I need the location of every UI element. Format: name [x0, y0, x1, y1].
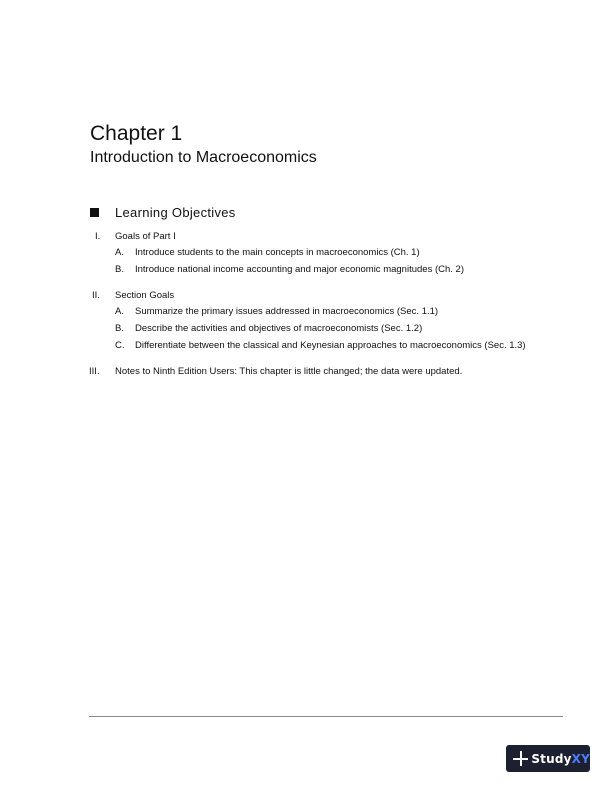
brand-name-main: Study [531, 751, 572, 766]
outline-numeral: II. [92, 290, 100, 301]
outline-item-2 [82, 291, 562, 358]
outline-subitem [82, 307, 562, 324]
square-bullet-icon [90, 208, 99, 217]
outline-letter: B. [115, 323, 124, 334]
outline-subitem-text: Summarize the primary issues addressed in macroeconomics (Sec. 1.1) [135, 306, 439, 317]
brand-name [531, 752, 590, 766]
objectives-outline [82, 232, 562, 392]
outline-subitem [82, 265, 562, 282]
plus-icon [513, 751, 525, 766]
outline-numeral: I. [95, 231, 101, 242]
learning-objectives-heading [90, 205, 236, 220]
chapter-title: Chapter 1 [90, 122, 183, 145]
outline-letter: B. [115, 264, 124, 275]
outline-text: Notes to Ninth Edition Users: This chapter is little changed; the data were updated. [115, 366, 463, 377]
outline-subitem-text: Describe the activities and objectives of macroeconomists (Sec. 1.2) [135, 323, 423, 334]
outline-subitem [82, 248, 562, 265]
outline-text: Goals of Part I [115, 231, 176, 242]
brand-name-accent: XY [571, 751, 590, 766]
studyxy-logo-badge [506, 745, 590, 772]
outline-subitem-text: Introduce national income accounting and major economic magnitudes (Ch. 2) [135, 264, 464, 275]
chapter-subtitle: Introduction to Macroeconomics [90, 149, 317, 166]
footer-divider [89, 716, 563, 717]
outline-letter: A. [115, 306, 124, 317]
outline-row [82, 232, 562, 248]
outline-subitem [82, 341, 562, 358]
outline-row [82, 291, 562, 307]
outline-item-1 [82, 232, 562, 282]
learning-objectives-heading-text: Learning Objectives [115, 205, 236, 220]
outline-row [82, 367, 562, 383]
outline-text: Section Goals [115, 290, 175, 301]
outline-subitem [82, 324, 562, 341]
outline-subitem-text: Introduce students to the main concepts in macroeconomics (Ch. 1) [135, 247, 420, 258]
outline-numeral: III. [89, 366, 100, 377]
outline-subitem-text: Differentiate between the classical and Keynesian approaches to macroeconomics (Sec. 1.3) [135, 340, 526, 351]
outline-letter: C. [115, 340, 125, 351]
outline-item-3 [82, 367, 562, 383]
outline-letter: A. [115, 247, 124, 258]
